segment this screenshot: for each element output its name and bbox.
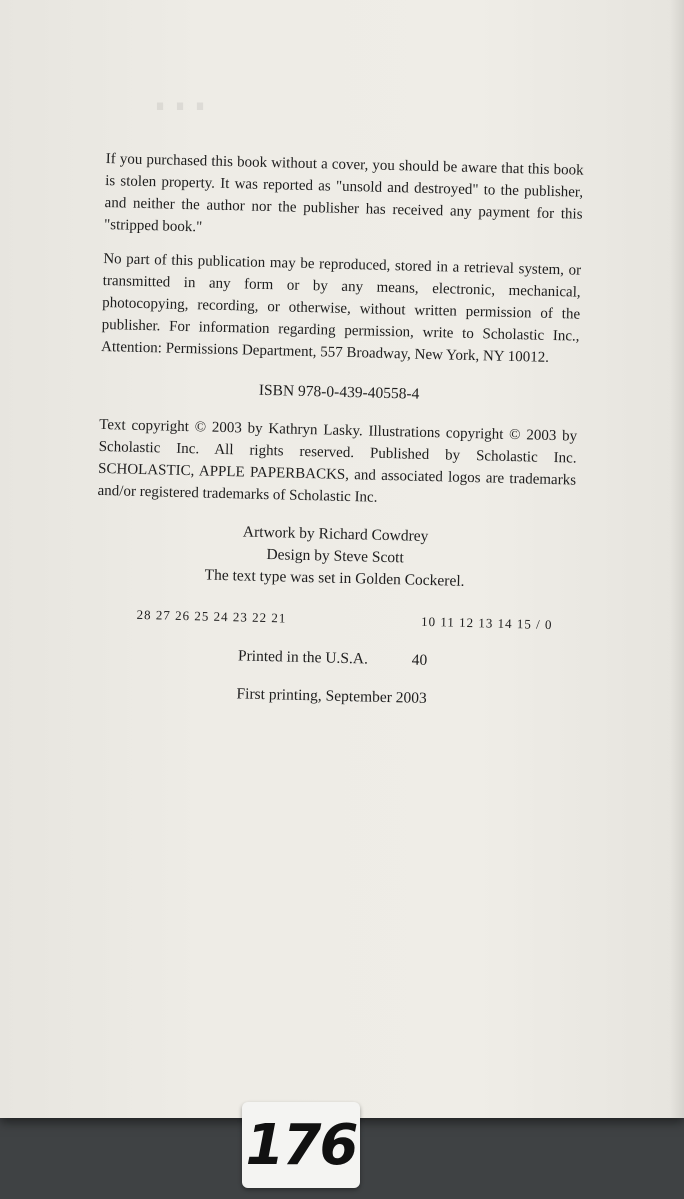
printed-in-line [93,642,571,676]
printed-code: 40 [411,651,428,669]
handwritten-number-sticker [242,1102,360,1188]
printing-number-line [136,607,552,633]
sticker-label: 176 [245,1112,357,1178]
credits [95,518,574,596]
stripped-book-notice: If you purchased this book without a cover, you should be aware that this book is stolen property. It was reported as "unsold and destroyed" to the publisher, and neither the author nor the publisher has received any payment for this "stripped book." [103,150,584,236]
typeface-note: The text type was set in Golden Cockerel. [204,566,465,590]
printing-numbers-right: 10 11 12 13 14 15 / 0 [420,613,553,633]
copyright-notice: Text copyright © 2003 by Kathryn Lasky. Illustrations copyright © 2003 by Scholastic Inc. All rights reserved. Published by Scholastic Inc. SCHOLASTIC, APPLE PAPERBACKS, and associated logos are trademarks and/or registered trademarks of Scholastic Inc. [97,416,578,506]
bleed-through-reverse-text: ⋯ [150,72,210,138]
rights-reserved-notice: No part of this publication may be reproduced, stored in a retrieval system, or transmitted in any form or by any means, electronic, mechanical, photocopying, recording, or otherwise, without written permission of the publisher. For information regarding permission, write to Scholastic Inc., Attention: Permissions Department, 557 Broadway, New York, NY 10012. [100,250,582,366]
artwork-credit: Artwork by Richard Cowdrey [242,523,429,545]
copyright-text-block [92,148,583,714]
isbn: ISBN 978-0-439-40558-4 [258,381,420,403]
printing-numbers-left: 28 27 26 25 24 23 22 21 [136,606,287,626]
page-edge-shadow [670,0,684,1118]
printed-in: Printed in the U.S.A. [237,647,369,668]
design-credit: Design by Steve Scott [266,546,404,567]
first-printing: First printing, September 2003 [236,685,427,707]
